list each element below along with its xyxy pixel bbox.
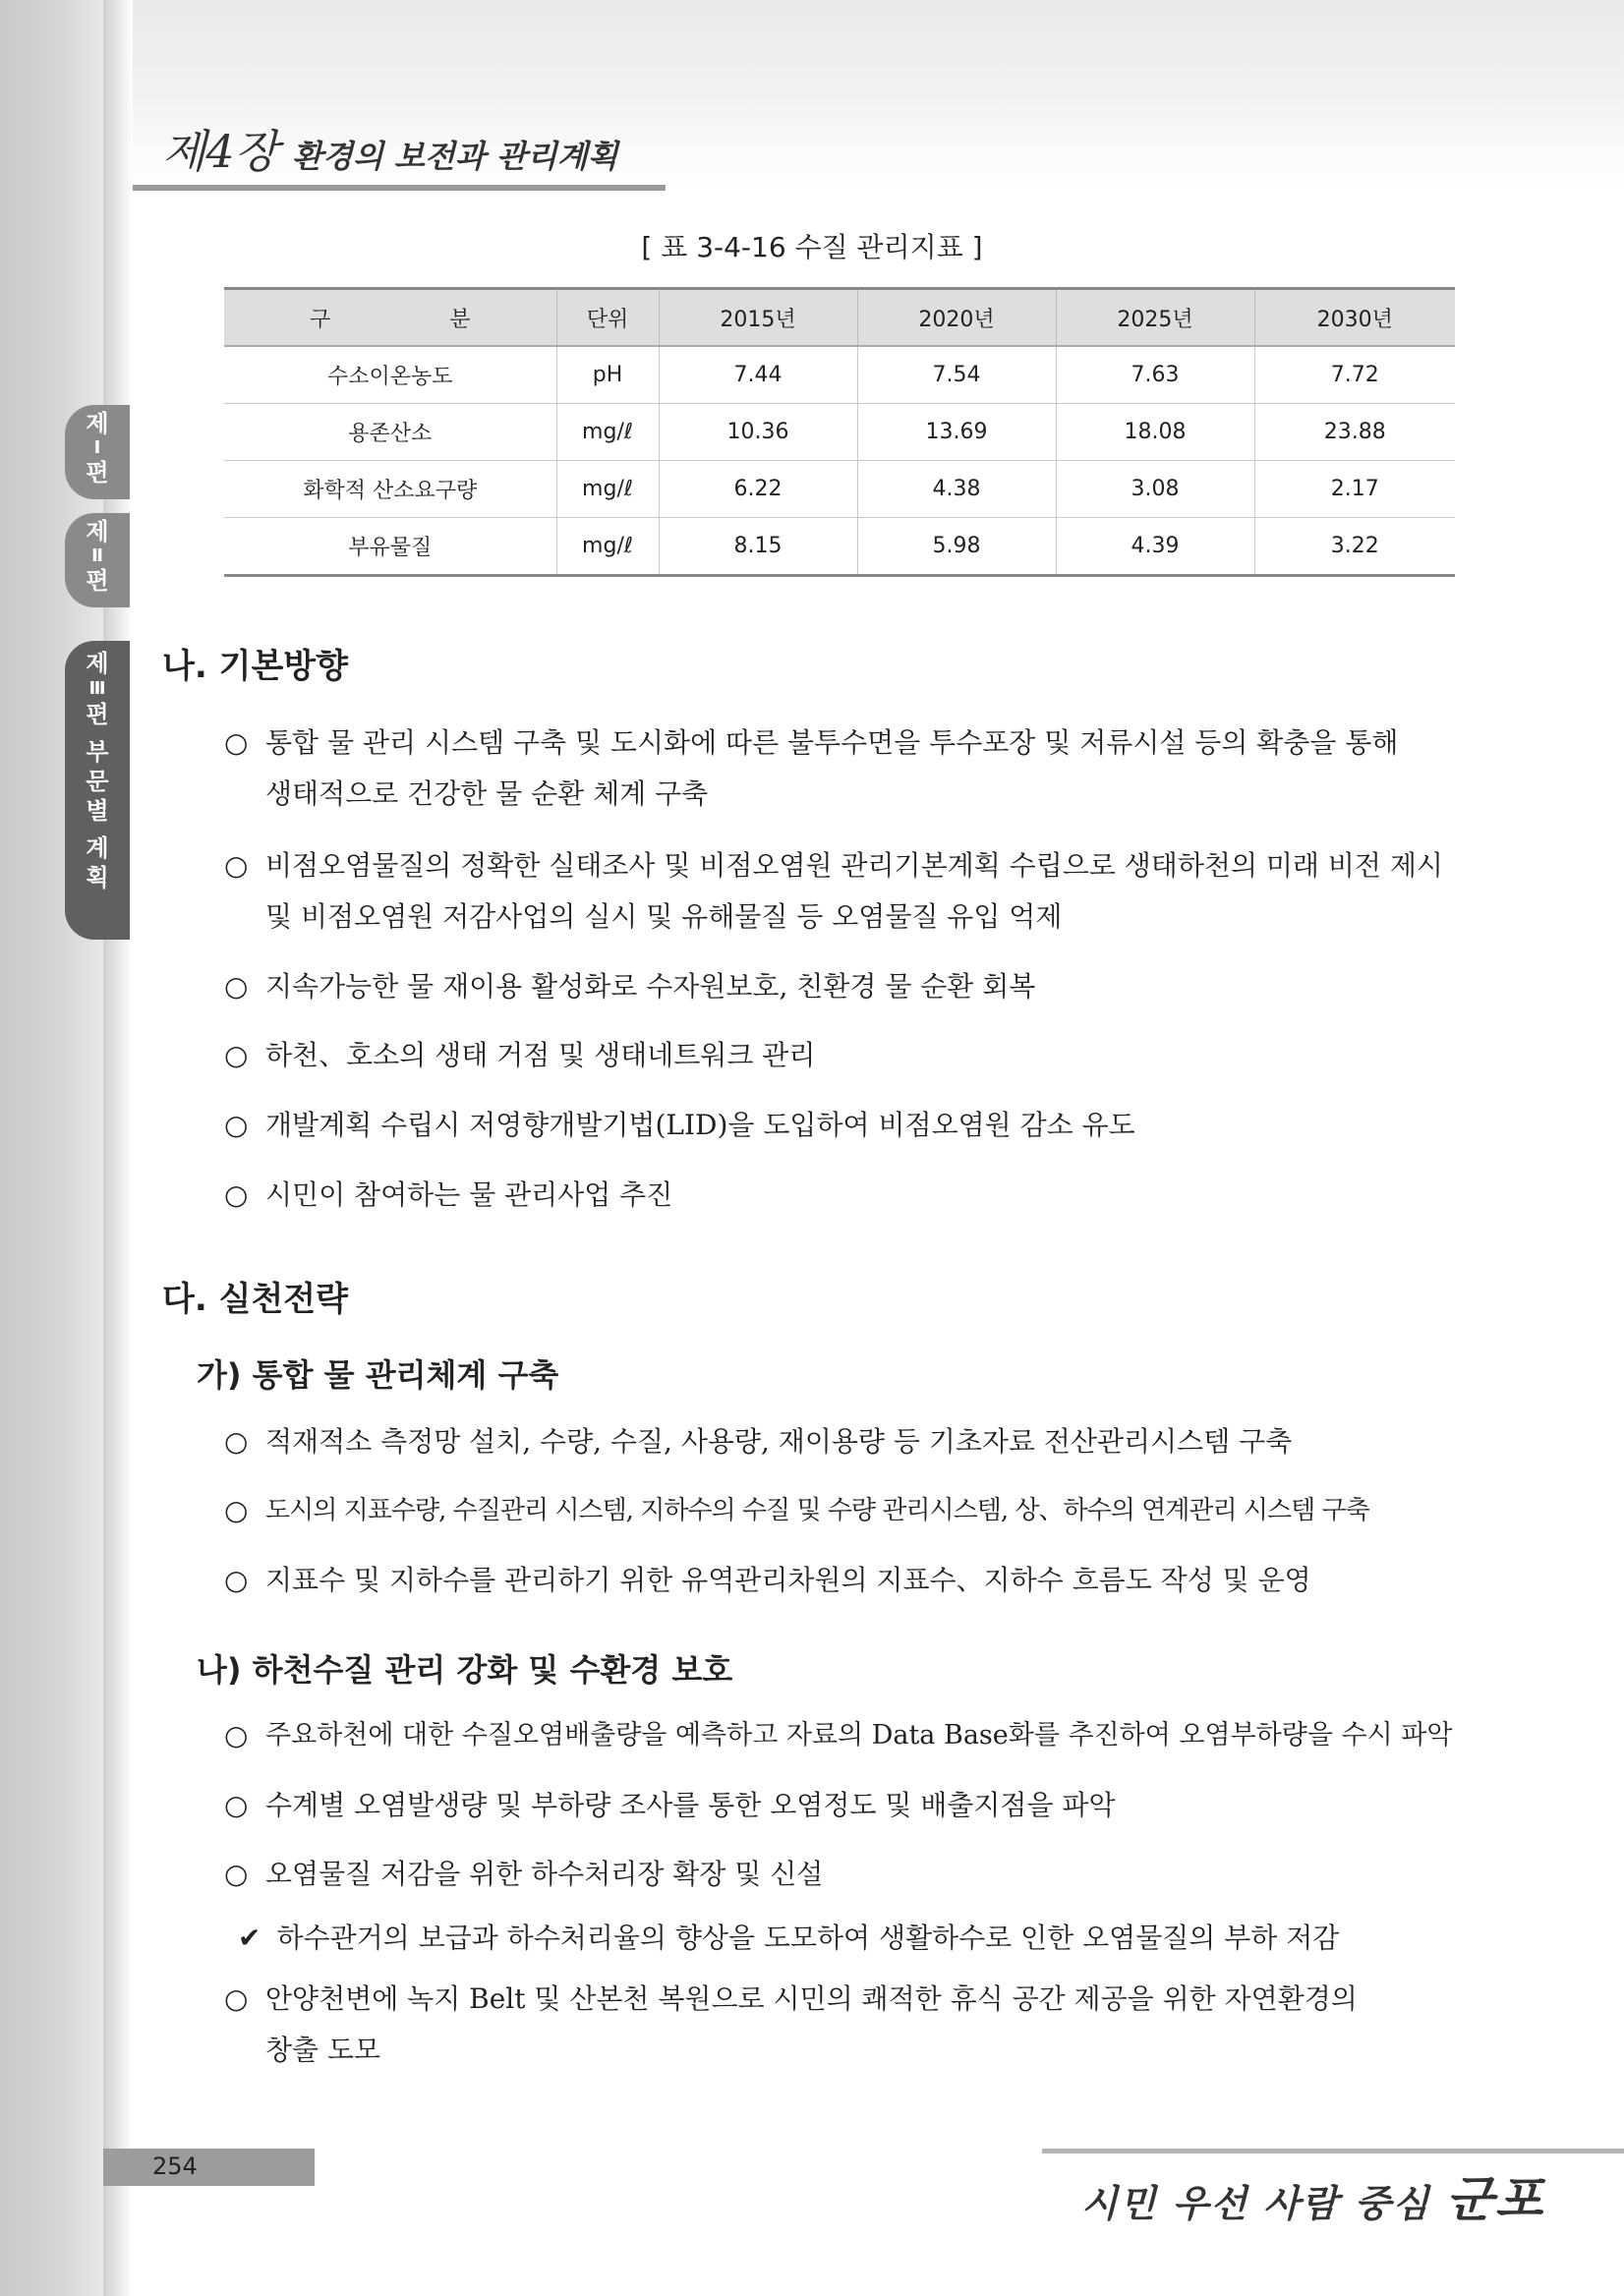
circle-bullet-icon: ○ xyxy=(224,1494,248,1526)
circle-bullet-icon: ○ xyxy=(224,1178,249,1211)
header-year: 2015년 xyxy=(659,289,857,347)
table-cell: mg/ℓ xyxy=(556,404,659,461)
list-item xyxy=(224,1100,1463,1151)
header-year: 2020년 xyxy=(857,289,1056,347)
subsection-heading-river-quality: 나) 하천수질 관리 강화 및 수환경 보호 xyxy=(197,1651,733,1689)
table-cell: 4.38 xyxy=(857,461,1056,518)
side-tab-char: 계 xyxy=(86,834,109,862)
list-item xyxy=(224,1849,1463,1900)
side-tab-char: 부 xyxy=(86,738,109,766)
table-cell: 7.72 xyxy=(1254,346,1455,404)
header-year: 2030년 xyxy=(1254,289,1455,347)
table-cell: 2.17 xyxy=(1254,461,1455,518)
table-caption: [ 표 3-4-16 수질 관리지표 ] xyxy=(641,231,983,263)
table-cell: 화학적 산소요구량 xyxy=(224,461,556,518)
table-cell: 8.15 xyxy=(659,518,857,576)
circle-bullet-icon: ○ xyxy=(224,1039,249,1071)
table-cell: 23.88 xyxy=(1254,404,1455,461)
side-tab-char: 획 xyxy=(86,864,109,891)
table-cell: 용존산소 xyxy=(224,404,556,461)
table-cell: 5.98 xyxy=(857,518,1056,576)
chapter-number: 제4장 xyxy=(162,125,279,178)
side-tab-char: 편 xyxy=(86,567,109,595)
bullet-text: 시민이 참여하는 물 관리사업 추진 xyxy=(265,1178,673,1211)
header-rule xyxy=(133,185,666,191)
list-item xyxy=(224,840,1463,943)
side-tab-part1[interactable] xyxy=(65,405,130,499)
side-tab-char: 문 xyxy=(86,768,109,795)
table-row xyxy=(224,346,1455,404)
section-heading-basic-direction: 나. 기본방향 xyxy=(162,647,348,686)
circle-bullet-icon: ○ xyxy=(224,1982,249,2015)
table-cell: 3.22 xyxy=(1254,518,1455,576)
page-number-bar xyxy=(103,2149,315,2186)
bullet-text: 지속가능한 물 재이용 활성화로 수자원보호, 친환경 물 순환 회복 xyxy=(265,970,1036,1003)
side-tab-char: 제 xyxy=(86,518,109,545)
side-tab-char: 제 xyxy=(86,650,109,677)
bullet-text: 오염물질 저감을 위한 하수처리장 확장 및 신설 xyxy=(265,1858,824,1890)
bullet-text: 안양천변에 녹지 Belt 및 산본천 복원으로 시민의 쾌적한 휴식 공간 제공을 위한 자연환경의 xyxy=(265,1982,1358,2015)
bullet-text: 수계별 오염발생량 및 부하량 조사를 통한 오염정도 및 배출지점을 파악 xyxy=(265,1789,1116,1821)
list-item xyxy=(224,1974,1463,2076)
list-item xyxy=(224,1416,1463,1467)
circle-bullet-icon: ○ xyxy=(224,849,249,882)
table-cell: mg/ℓ xyxy=(556,518,659,576)
table-cell: 7.44 xyxy=(659,346,857,404)
check-text: 하수관거의 보급과 하수처리율의 향상을 도모하여 생활하수로 인한 오염물질의 부하 저감 xyxy=(276,1922,1340,1954)
water-quality-table xyxy=(224,287,1455,577)
side-tab-char: Ⅰ xyxy=(93,437,101,458)
bullet-text: 개발계획 수립시 저영향개발기법(LID)을 도입하여 비점오염원 감소 유도 xyxy=(265,1109,1135,1141)
page-gutter xyxy=(103,0,133,2296)
list-item xyxy=(224,1555,1463,1606)
chapter-title xyxy=(162,116,618,181)
side-tab-char: 편 xyxy=(86,459,109,487)
table-cell: 부유물질 xyxy=(224,518,556,576)
header-category: 구 분 xyxy=(224,289,556,347)
side-tab-char: Ⅱ xyxy=(91,545,103,566)
circle-bullet-icon: ○ xyxy=(224,970,249,1003)
list-item xyxy=(224,1030,1463,1081)
table-cell: 3.08 xyxy=(1056,461,1254,518)
list-item xyxy=(224,718,1463,820)
circle-bullet-icon: ○ xyxy=(224,1425,249,1458)
list-item xyxy=(224,961,1463,1012)
side-tab-char: 제 xyxy=(86,410,109,437)
table-cell: 7.63 xyxy=(1056,346,1254,404)
page-number: 254 xyxy=(152,2152,198,2180)
chapter-name: 환경의 보전과 관리계획 xyxy=(292,138,618,175)
side-tab-part2[interactable] xyxy=(65,513,130,607)
circle-bullet-icon: ○ xyxy=(224,1564,249,1596)
table-cell: 7.54 xyxy=(857,346,1056,404)
bullet-text: 비점오염물질의 정확한 실태조사 및 비점오염원 관리기본계획 수립으로 생태하천의 미래 비전 제시 xyxy=(265,849,1443,882)
bullet-text: 하천、호소의 생태 거점 및 생태네트워크 관리 xyxy=(265,1039,816,1071)
table-cell: pH xyxy=(556,346,659,404)
header-year: 2025년 xyxy=(1056,289,1254,347)
circle-bullet-icon: ○ xyxy=(224,1789,249,1821)
table-header-row xyxy=(224,289,1455,347)
side-tab-char: 별 xyxy=(86,797,109,825)
bullet-text: 지표수 및 지하수를 관리하기 위한 유역관리차원의 지표수、지하수 흐름도 작성 및 운영 xyxy=(265,1564,1311,1596)
subsection-heading-integrated-management: 가) 통합 물 관리체계 구축 xyxy=(197,1356,559,1394)
bullet-text: 적재적소 측정망 설치, 수량, 수질, 사용량, 재이용량 등 기초자료 전산관리시스템 구축 xyxy=(265,1425,1293,1458)
bullet-text: 창출 도모 xyxy=(265,2034,381,2066)
bullet-text: 및 비점오염원 저감사업의 실시 및 유해물질 등 오염물질 유입 억제 xyxy=(265,900,1063,933)
bullet-text: 도시의 지표수량, 수질관리 시스템, 지하수의 수질 및 수량 관리시스템, 상、하수의 연계관리 시스템 구축 xyxy=(265,1496,1369,1525)
side-tab-part3[interactable] xyxy=(65,641,130,940)
table-cell: 13.69 xyxy=(857,404,1056,461)
checkmark-icon: ✔ xyxy=(238,1922,261,1954)
side-tab-char: 편 xyxy=(86,701,109,728)
circle-bullet-icon: ○ xyxy=(224,726,249,759)
bullet-text: 생태적으로 건강한 물 순환 체계 구축 xyxy=(265,777,709,810)
bullet-text: 주요하천에 대한 수질오염배출량을 예측하고 자료의 Data Base화를 추진하여 오염부하량을 수시 파악 xyxy=(265,1720,1453,1751)
table-row xyxy=(224,404,1455,461)
list-item xyxy=(224,1170,1463,1221)
table-cell: 18.08 xyxy=(1056,404,1254,461)
side-tab-char: Ⅲ xyxy=(88,678,106,699)
list-item xyxy=(224,1780,1463,1831)
circle-bullet-icon: ○ xyxy=(224,1719,249,1751)
bullet-text: 통합 물 관리 시스템 구축 및 도시화에 따른 불투수면을 투수포장 및 저류시설 등의 확충을 통해 xyxy=(265,726,1399,759)
footer-rule xyxy=(1042,2149,1624,2153)
header-unit: 단위 xyxy=(556,289,659,347)
check-item xyxy=(238,1917,1339,1960)
table-cell: mg/ℓ xyxy=(556,461,659,518)
circle-bullet-icon: ○ xyxy=(224,1109,249,1141)
table-cell: 6.22 xyxy=(659,461,857,518)
list-item xyxy=(224,1485,1463,1536)
list-item xyxy=(224,1710,1463,1761)
footer-slogan-logo xyxy=(1081,2160,1544,2231)
table-cell: 10.36 xyxy=(659,404,857,461)
left-margin-strip xyxy=(0,0,103,2296)
table-cell: 수소이온농도 xyxy=(224,346,556,404)
section-heading-strategy: 다. 실천전략 xyxy=(162,1280,348,1319)
table-row xyxy=(224,461,1455,518)
table-row xyxy=(224,518,1455,576)
slogan-text: 시민 우선 사람 중심 xyxy=(1081,2181,1431,2225)
table-cell: 4.39 xyxy=(1056,518,1254,576)
circle-bullet-icon: ○ xyxy=(224,1858,249,1890)
city-name: 군포 xyxy=(1445,2170,1545,2228)
